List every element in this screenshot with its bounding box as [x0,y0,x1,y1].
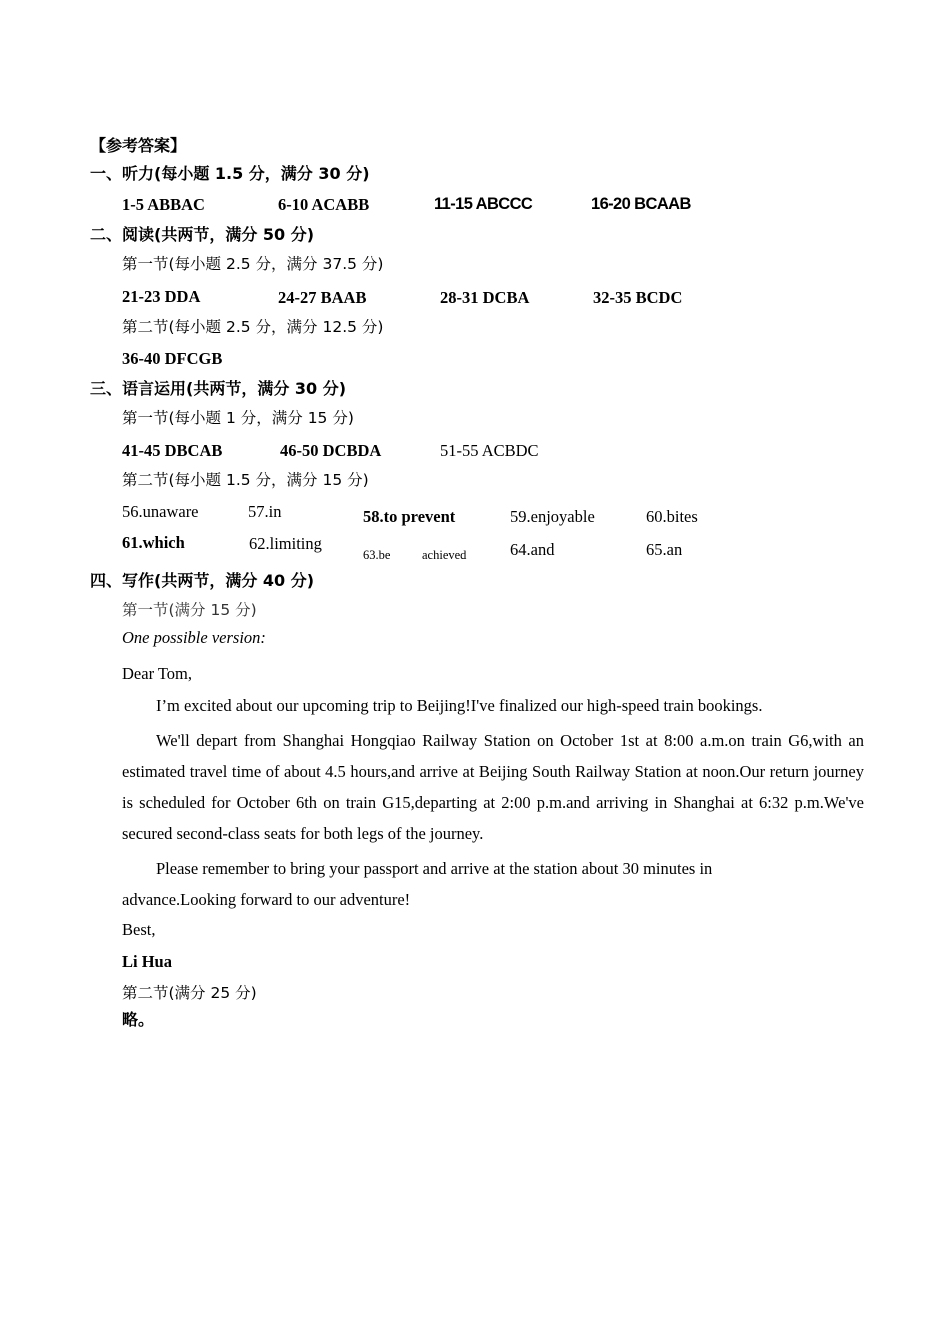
reading-section1-label: 第一节(每小题 2.5 分，满分 37.5 分) [122,255,384,273]
language-heading: 三、语言运用(共两节，满分 30 分) [90,379,347,398]
listening-answer-1-5: 1-5 ABBAC [122,195,205,214]
writing-section2-label: 第二节(满分 25 分) [122,984,257,1002]
listening-answer-11-15: 11-15 ABCCC [434,195,533,213]
blank-answer-64: 64.and [510,540,555,559]
reading-answer-24-27: 24-27 BAAB [278,288,367,307]
answer-key-header: 【参考答案】 [90,136,187,155]
writing-heading: 四、写作(共两节，满分 40 分) [90,571,315,590]
version-label: One possible version: [122,628,266,647]
blank-answer-65: 65.an [646,540,683,559]
reading-answer-36-40: 36-40 DFCGB [122,349,223,368]
listening-heading: 一、听力(每小题 1.5 分，满分 30 分) [90,164,370,183]
letter-closing: Best, [122,920,156,939]
letter-paragraph-2: We'll depart from Shanghai Hongqiao Railway Station on October 1st at 8:00 a.m.on train G6,with an estimated travel time of about 4.5 hours,and arrive at Beijing South Railway Station at noon.Our return journey is scheduled for October 6th on train G15,departing at 2:00 p.m.and arriving in Shanghai at 6:32 p.m.We've secured second-class seats for both legs of the journey. [122,731,864,843]
letter-paragraph-3: Please remember to bring your passport and arrive at the station about 30 minutes in advance.Looking forward to our adventure! [122,859,713,909]
blank-answer-60: 60.bites [646,507,698,526]
blank-answer-57: 57.in [248,502,282,521]
language-answer-41-45: 41-45 DBCAB [122,441,223,460]
listening-answer-6-10: 6-10 ACABB [278,195,370,214]
blank-answer-56: 56.unaware [122,502,199,521]
reading-answer-21-23: 21-23 DDA [122,287,201,306]
letter-signature: Li Hua [122,952,172,971]
letter-greeting: Dear Tom, [122,664,193,683]
writing-section1-label: 第一节(满分 15 分) [122,601,257,619]
listening-answer-16-20: 16-20 BCAAB [591,195,691,213]
letter-paragraph-1: I’m excited about our upcoming trip to Beijing!I've finalized our high-speed train bookings. [156,696,763,715]
blank-answer-58: 58.to prevent [363,507,456,526]
blank-answer-61: 61.which [122,533,185,552]
blank-answer-63-part1: 63.be [363,548,391,562]
writing-section2-content: 略。 [122,1010,155,1029]
reading-answer-32-35: 32-35 BCDC [593,288,683,307]
language-answer-46-50: 46-50 DCBDA [280,441,382,460]
language-section2-label: 第二节(每小题 1.5 分，满分 15 分) [122,471,369,489]
blank-answer-62: 62.limiting [249,534,322,553]
reading-answer-28-31: 28-31 DCBA [440,288,530,307]
reading-heading: 二、阅读(共两节，满分 50 分) [90,225,315,244]
language-section1-label: 第一节(每小题 1 分，满分 15 分) [122,409,354,427]
language-answer-51-55: 51-55 ACBDC [440,441,539,460]
blank-answer-63-part2: achieved [422,548,467,562]
blank-answer-59: 59.enjoyable [510,507,595,526]
reading-section2-label: 第二节(每小题 2.5 分，满分 12.5 分) [122,318,384,336]
